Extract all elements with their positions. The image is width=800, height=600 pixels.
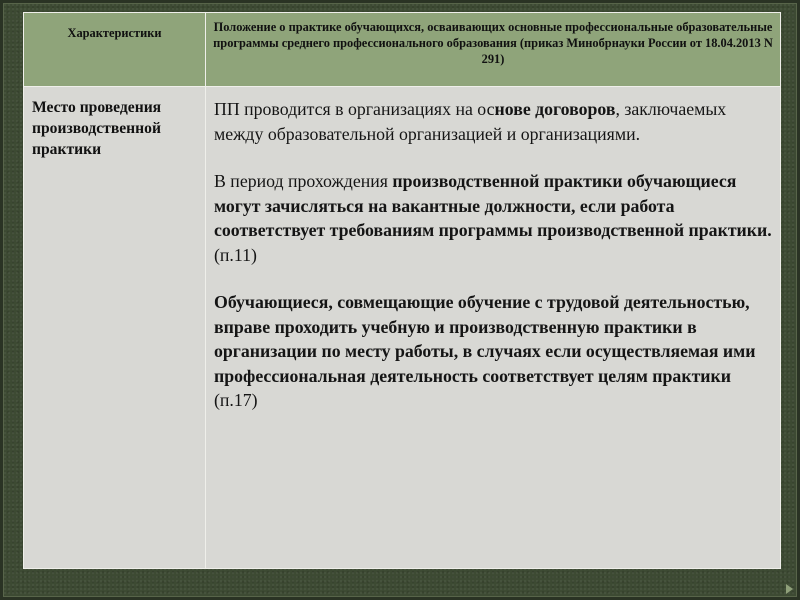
p3-bold-text: Обучающиеся, совмещающие обучение с трудовой деятельностью, вправе проходить учебную и производственную практики в организации по месту работы, в случаях если осуществляемая ими профессиональная деятельность соответствует целям практики [214, 292, 756, 386]
p1-text-start: ПП проводится в организациях на ос [214, 99, 495, 119]
regulation-table [23, 12, 781, 569]
content-cell [206, 87, 781, 569]
paragraph-contracts [214, 97, 772, 146]
table-row [24, 87, 781, 569]
p3-reference: (п.17) [214, 390, 258, 410]
header-regulation: Положение о практике обучающихся, осваивающих основные профессиональные образовательные программы среднего профессионального образования (приказ Минобрнауки России от 18.04.2013 N 291) [206, 13, 781, 87]
header-characteristics: Характеристики [24, 13, 206, 87]
characteristic-cell: Место проведения производственной практики [24, 87, 206, 569]
p1-bold-contracts: нове договоров [494, 99, 616, 119]
slide-corner-icon [786, 584, 793, 594]
p2-reference: (п.11) [214, 244, 257, 265]
p1-text-end: , заключаемых между образовательной организацией и организациями. [214, 99, 727, 144]
paragraph-vacancies [214, 169, 772, 267]
p2-bold-text: производственной практики обучающиеся могут зачисляться на вакантные должности, если работа соответствует требованиям программы производственной практики. [214, 171, 772, 240]
p2-text-start: В период прохождения [214, 171, 393, 191]
table-header-row [24, 13, 781, 87]
paragraph-workplace [214, 290, 772, 413]
